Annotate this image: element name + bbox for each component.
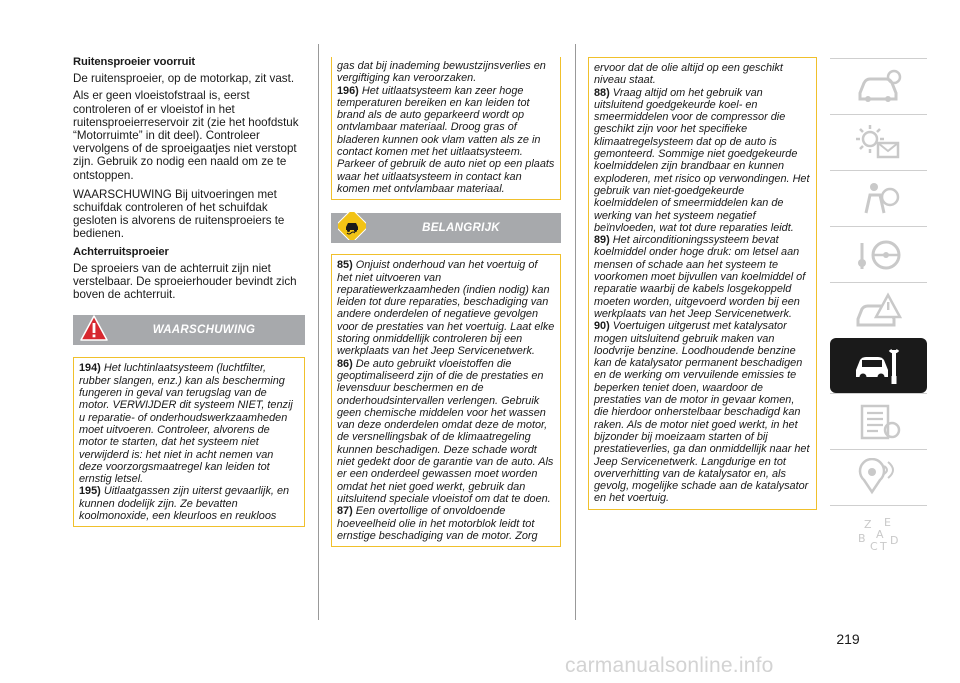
technical-data-icon: [854, 402, 904, 442]
note-text: Het luchtinlaatsysteem (luchtfilter, rubber slangen, enz.) kan als bescherming fungeren in geval van terugslag van de motor. VERWIJDER dit systeem NIET, tenzij u reparatie- of onderhoudswerkzaamheden moet uitvoeren. Controleer, alvorens de motor te starten, dat het systeem niet verwijderd is: het niet in acht nemen van deze voorzorgsmaatregel kan leiden tot ernstig letsel.: [79, 362, 293, 486]
note-text: gas dat bij inademing bewustzijnsverlies en vergiftiging kan veroorzaken.: [337, 60, 546, 85]
warning-box: [73, 357, 305, 527]
important-box: [331, 254, 561, 547]
page-number: 219: [836, 631, 860, 647]
note-number: 87): [337, 505, 353, 518]
svg-text:T: T: [879, 539, 887, 553]
paragraph: WAARSCHUWING Bij uitvoeringen met schuifdak controleren of het schuifdak gesloten is alvorens de ruitensproeiers te bedienen.: [73, 187, 285, 241]
chapter-tabs: [830, 58, 927, 561]
paragraph: De ruitensproeier, op de motorkap, zit vast.: [73, 72, 295, 86]
note-text: Vraag altijd om het gebruik van uitsluitend goedgekeurde koel- en smeermiddelen voor de compressor die geschikt zijn voor het specifieke klimaatregelsysteem dat op de auto is gemonteerd. Sommige niet goedgekeurde koelmiddelen zijn brandbaar en kunnen exploderen, met risico op verwondingen. Het gebruik van niet-goedgekeurde koelmiddelen of smeermiddelen kan de werking van het systeem negatief beïnvloeden, wat tot dure reparaties leidt.: [594, 86, 810, 234]
svg-text:A: A: [875, 527, 884, 541]
note-text: Voertuigen uitgerust met katalysator mogen uitsluitend gebruik maken van loodvrije benzine. Loodhoudende benzine kan de katalysator permanent beschadigen en de werking om vervuilende emissies te beperken teniet doen, waardoor de prestaties van de motor in gevaar komen, die hierdoor onherstelbaar beschadigd kan raken. Als de motor niet goed werkt, in het bijzonder bij moeizaam starten of bij prestatieverlies, ga dan onmiddellijk naar het Jeep Servicenetwerk. Langdurige en tot oververhitting van de katalysator en, als gevolg, mogelijke schade aan de katalysator en het voertuig.: [594, 320, 810, 505]
section-title-front-washer: Ruitensproeier voorruit: [73, 56, 196, 68]
note-text: ervoor dat de olie altijd op een geschikt niveau staat.: [594, 62, 783, 87]
note-text: De auto gebruikt vloeistoffen die geoptimaliseerd zijn of die de prestaties en levensduur beschermen en de onderhoudsintervallen verlengen. Gebruik geen chemische middelen voor het wassen van deze onderdelen omdat deze de motor, de versnellingsbak of de klimaatregeling kunnen beschadigen. Deze schade wordt niet gedekt door de garantie van de auto. Als er een onderdeel gewassen moet worden omdat het niet goed werkt, gebruik dan uitsluitend speciale vloeistof om dat te doen.: [337, 357, 554, 505]
note-number: 89): [594, 234, 610, 247]
car-dashboard-icon: [854, 67, 904, 107]
warning-banner: [73, 315, 305, 345]
note-number: 86): [337, 357, 353, 370]
note-number: 194): [79, 362, 101, 375]
multimedia-icon: [854, 458, 904, 498]
watermark: carmanualsonline.info: [565, 654, 774, 677]
car-wrench-icon: [854, 346, 904, 386]
note-number: 196): [337, 84, 359, 97]
warning-box-continued: [331, 57, 561, 200]
tab-driving[interactable]: [830, 226, 927, 282]
airbag-safety-icon: [854, 179, 904, 219]
tab-index[interactable]: [830, 505, 927, 561]
note-text: Uitlaatgassen zijn uiterst gevaarlijk, en kunnen dodelijk zijn. Ze bevatten koolmonoxide, een kleurloos en reukloos: [79, 485, 290, 523]
note-number: 88): [594, 86, 610, 99]
section-title-rear-washer: Achterruitsproeier: [73, 245, 169, 258]
alphabetical-index-icon: [854, 514, 904, 554]
tab-maintenance[interactable]: [830, 338, 927, 393]
tab-multimedia[interactable]: [830, 449, 927, 505]
paragraph: De sproeiers van de achterruit zijn niet verstelbaar. De sproeierhouder bevindt zich boven de achterruit.: [73, 261, 297, 302]
svg-text:D: D: [889, 533, 898, 547]
svg-text:E: E: [883, 515, 891, 529]
note-text: Een overtollige of onvoldoende hoeveelheid olie in het motorblok leidt tot ernstige beschadiging van de motor. Zorg: [337, 505, 538, 542]
note-text: Het airconditioningssysteem bevat koelmiddel onder hoge druk: om letsel aan mensen of schade aan het systeem te voorkomen moet bijvullen van koelmiddel of reparatie waarbij de kabels losgekoppeld moeten worden, uitgevoerd worden bij een werkplaats van het Jeep Servicenetwerk.: [594, 234, 806, 320]
note-number: 195): [79, 485, 101, 498]
paragraph: Als er geen vloeistofstraal is, eerst controleren of er vloeistof in het ruitensproeierreservoir zit (zie het hoofdstuk “Motorruimte” in dit deel). Controleer vervolgens of de sproeigaatjes niet verstopt zijn. Gebruik zo nodig een naald om ze te ontstoppen.: [73, 89, 299, 182]
sun-climate-icon: [854, 123, 904, 163]
important-banner: [331, 213, 561, 243]
column-divider: [575, 44, 576, 620]
svg-text:C: C: [869, 539, 878, 553]
column-3: [588, 57, 817, 510]
svg-text:Z: Z: [863, 517, 872, 531]
tab-safety[interactable]: [830, 170, 927, 226]
important-box-continued: [588, 57, 817, 510]
note-text: Het uitlaatsysteem kan zeer hoge temperaturen bereiken en kan leiden tot brand als de auto geparkeerd wordt op ontvlambaar materiaal. Droog gras of bladeren kunnen ook vlam vatten als ze in contact komen met het uitlaatsysteem. Parkeer of gebruik de auto niet op een plaats waar het uitlaatsysteem in contact kan komen met ontvlambaar materiaal.: [337, 84, 555, 195]
note-number: 85): [337, 259, 353, 272]
column-2: [331, 57, 561, 547]
svg-text:B: B: [857, 531, 866, 545]
note-number: 90): [594, 320, 610, 333]
column-divider: [318, 44, 319, 620]
note-text: Onjuist onderhoud van het voertuig of het niet uitvoeren van reparatiewerkzaamheden (indien nodig) kan leiden tot dure reparaties, beschadiging van andere onderdelen of negatieve gevolgen voor de prestaties van het voertuig. Laat elke storing onmiddellijk controleren bij een werkplaats van het Jeep Servicenetwerk.: [337, 259, 555, 358]
tab-dashboard[interactable]: [830, 58, 927, 114]
tab-climate[interactable]: [830, 114, 927, 170]
steering-wheel-icon: [854, 235, 904, 275]
car-emergency-icon: [854, 291, 904, 331]
tab-emergency[interactable]: [830, 282, 927, 338]
warning-label: WAARSCHUWING: [152, 324, 256, 337]
tab-technical-data[interactable]: [830, 393, 927, 449]
column-1: [73, 56, 305, 527]
important-label: BELANGRIJK: [422, 222, 500, 235]
